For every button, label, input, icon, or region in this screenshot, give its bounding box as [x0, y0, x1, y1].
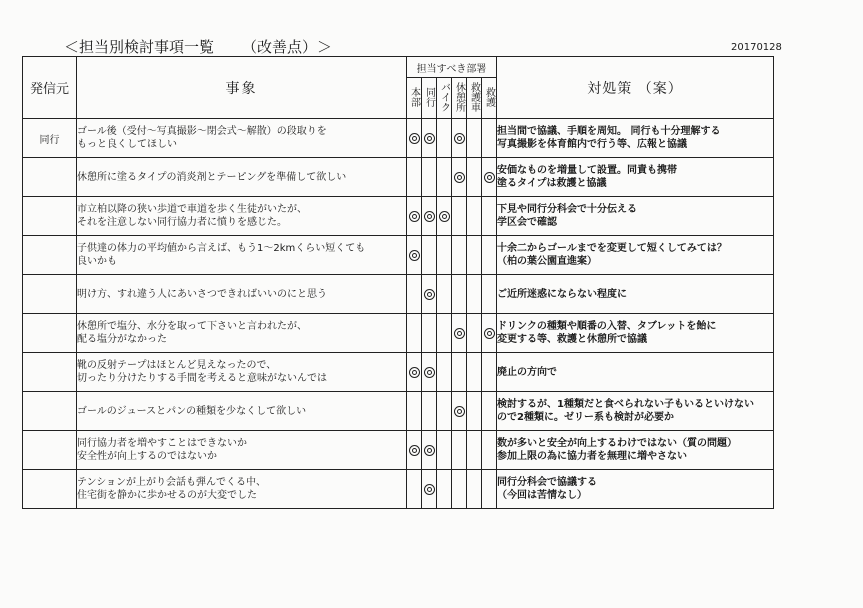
double-circle-icon [424, 289, 435, 300]
dept-mark-cell [452, 470, 467, 509]
event-line: 靴の反射テープはほとんど見えなったので、 [77, 360, 277, 371]
event-line: ゴール後（受付～写真撮影～閉会式～解散）の段取りを [77, 126, 327, 137]
double-circle-icon [409, 367, 420, 378]
dept-mark-cell [467, 275, 482, 314]
dept-mark-cell [452, 275, 467, 314]
event-cell [77, 236, 407, 275]
event-cell [77, 431, 407, 470]
dept-mark-cell [407, 236, 422, 275]
countermeasure-cell [497, 353, 774, 392]
countermeasure-line: 検討するが、1種類だと食べられない子もいるといけない [497, 399, 754, 410]
dept-mark-cell [467, 431, 482, 470]
issues-table [22, 56, 774, 509]
event-line: 市立柏以降の狭い歩道で車道を歩く生徒がいたが、 [77, 204, 307, 215]
page-title-sub: （改善点）＞ [242, 38, 333, 56]
countermeasure-line: 十余二からゴールまでを変更して短くしてみては？ [497, 243, 727, 254]
countermeasure-cell [497, 470, 774, 509]
dept-mark-cell [422, 353, 437, 392]
dept-mark-cell [482, 197, 497, 236]
countermeasure-line: 学区会で確認 [497, 217, 558, 228]
double-circle-icon [484, 172, 495, 183]
event-line: 配る塩分がなかった [77, 334, 167, 345]
dept-mark-cell [452, 158, 467, 197]
table-row [23, 353, 774, 392]
dept-mark-cell [407, 275, 422, 314]
sender-cell [23, 314, 77, 353]
event-cell [77, 470, 407, 509]
event-cell [77, 392, 407, 431]
countermeasure-cell [497, 158, 774, 197]
dept-mark-cell [467, 470, 482, 509]
dept-mark-cell [437, 314, 452, 353]
dept-mark-cell [422, 236, 437, 275]
event-line: 休憩所に塗るタイプの消炎剤とテーピングを準備して欲しい [77, 171, 347, 183]
dept-mark-cell [407, 119, 422, 158]
double-circle-icon [424, 367, 435, 378]
dept-mark-cell [482, 353, 497, 392]
dept-mark-cell [452, 197, 467, 236]
event-cell [77, 275, 407, 314]
dept-mark-cell [452, 353, 467, 392]
table-row [23, 470, 774, 509]
double-circle-icon [424, 445, 435, 456]
dept-mark-cell [452, 119, 467, 158]
sender-cell: 同行 [23, 119, 77, 158]
dept-mark-cell [467, 197, 482, 236]
header-responsible: 担当すべき部署 [407, 57, 497, 78]
countermeasure-line: 数が多いと安全が向上するわけではない（質の問題） [497, 438, 738, 449]
header-dept-aid: 救護 [482, 78, 497, 119]
double-circle-icon [424, 211, 435, 222]
dept-mark-cell [422, 314, 437, 353]
sender-cell [23, 431, 77, 470]
dept-mark-cell [467, 119, 482, 158]
double-circle-icon [424, 133, 435, 144]
countermeasure-line: （今回は苦情なし） [497, 490, 588, 501]
event-cell [77, 314, 407, 353]
dept-mark-cell [407, 392, 422, 431]
event-line: 同行協力者を増やすことはできないか [77, 438, 247, 449]
double-circle-icon [439, 211, 450, 222]
double-circle-icon [409, 445, 420, 456]
dept-mark-cell [407, 353, 422, 392]
countermeasure-line: （柏の葉公園直進案） [497, 256, 598, 267]
dept-mark-cell [437, 392, 452, 431]
dept-mark-cell [452, 314, 467, 353]
header-dept-honbu: 本部 [407, 78, 422, 119]
countermeasure-cell [497, 431, 774, 470]
countermeasure-line: ドリンクの種類や順番の入替、タブレットを飴に [497, 321, 717, 332]
double-circle-icon [409, 250, 420, 261]
dept-mark-cell [452, 236, 467, 275]
countermeasure-cell [497, 197, 774, 236]
dept-mark-cell [467, 236, 482, 275]
sender-cell [23, 275, 77, 314]
dept-mark-cell [482, 275, 497, 314]
countermeasure-line: 塗るタイプは救護と協議 [497, 178, 607, 189]
document-date: 20170128 [731, 42, 782, 53]
countermeasure-line: 参加上限の為に協力者を無理に増やさない [497, 451, 688, 462]
table-row [23, 119, 774, 158]
dept-mark-cell [482, 314, 497, 353]
countermeasure-line: ご近所迷惑にならない程度に [497, 288, 628, 300]
double-circle-icon [454, 172, 465, 183]
dept-mark-cell [407, 470, 422, 509]
dept-mark-cell [422, 392, 437, 431]
dept-mark-cell [467, 353, 482, 392]
dept-mark-cell [422, 275, 437, 314]
event-line: ゴールのジュースとパンの種類を少なくして欲しい [77, 405, 307, 417]
countermeasure-line: 安価なものを増量して設置。同責も携帯 [497, 165, 678, 176]
header-sender: 発信元 [23, 57, 77, 119]
event-line: 住宅街を静かに歩かせるのが大変でした [77, 490, 257, 501]
double-circle-icon [454, 406, 465, 417]
double-circle-icon [424, 484, 435, 495]
header-dept-bike: バイク [437, 78, 452, 119]
header-dept-rest-area: 休憩所 [452, 78, 467, 119]
countermeasure-line: 下見や同行分科会で十分伝える [497, 204, 638, 215]
sender-cell [23, 158, 77, 197]
dept-mark-cell [407, 431, 422, 470]
event-line: もっと良くしてほしい [77, 139, 177, 150]
countermeasure-cell [497, 392, 774, 431]
countermeasure-line: 担当間で協議、手順を周知。 同行も十分理解する [497, 126, 721, 137]
dept-mark-cell [467, 314, 482, 353]
event-cell [77, 197, 407, 236]
countermeasure-cell [497, 236, 774, 275]
event-line: 子供達の体力の平均値から言えば、もう1～2kmくらい短くても [77, 243, 366, 254]
event-cell [77, 158, 407, 197]
event-line: 休憩所で塩分、水分を取って下さいと言われたが、 [77, 321, 307, 332]
sender-cell [23, 392, 77, 431]
countermeasure-line: ので2種類に。ゼリー系も検討が必要か [497, 412, 674, 423]
dept-mark-cell [407, 197, 422, 236]
sender-cell [23, 236, 77, 275]
event-line: それを注意しない同行協力者に憤りを感じた。 [77, 217, 287, 228]
dept-mark-cell [437, 431, 452, 470]
table-row [23, 431, 774, 470]
table-row [23, 236, 774, 275]
dept-mark-cell [467, 158, 482, 197]
header-event: 事象 [77, 57, 407, 119]
issues-table-body [23, 119, 774, 509]
dept-mark-cell [452, 431, 467, 470]
sender-cell [23, 197, 77, 236]
countermeasure-line: 写真撮影を体育館内で行う等、広報と協議 [497, 139, 688, 150]
event-line: 明け方、すれ違う人にあいさつできればいいのにと思う [77, 288, 327, 300]
dept-mark-cell [452, 392, 467, 431]
double-circle-icon [454, 328, 465, 339]
double-circle-icon [409, 133, 420, 144]
table-row [23, 197, 774, 236]
double-circle-icon [454, 133, 465, 144]
event-line: 切ったり分けたりする手間を考えると意味がないんでは [77, 373, 327, 384]
event-cell [77, 119, 407, 158]
dept-mark-cell [407, 158, 422, 197]
dept-mark-cell [407, 314, 422, 353]
countermeasure-cell [497, 314, 774, 353]
dept-mark-cell [437, 353, 452, 392]
event-line: 良いかも [77, 256, 117, 267]
sender-cell [23, 353, 77, 392]
dept-mark-cell [482, 119, 497, 158]
dept-mark-cell [482, 431, 497, 470]
countermeasure-cell [497, 119, 774, 158]
dept-mark-cell [482, 470, 497, 509]
table-row [23, 275, 774, 314]
header-dept-doko: 同行 [422, 78, 437, 119]
countermeasure-cell [497, 275, 774, 314]
countermeasure-line: 廃止の方向で [497, 366, 558, 378]
dept-mark-cell [437, 197, 452, 236]
sender-cell [23, 470, 77, 509]
page-title-main: ＜担当別検討事項一覧 [64, 38, 215, 56]
dept-mark-cell [482, 236, 497, 275]
table-row [23, 392, 774, 431]
dept-mark-cell [437, 119, 452, 158]
table-row [23, 158, 774, 197]
dept-mark-cell [482, 392, 497, 431]
header-dept-aid-car: 救護車 [467, 78, 482, 119]
double-circle-icon [484, 328, 495, 339]
table-row [23, 314, 774, 353]
dept-mark-cell [422, 470, 437, 509]
dept-mark-cell [437, 470, 452, 509]
dept-mark-cell [467, 392, 482, 431]
dept-mark-cell [482, 158, 497, 197]
dept-mark-cell [422, 431, 437, 470]
countermeasure-line: 変更する等、救護と休憩所で協議 [497, 334, 648, 345]
event-line: 安全性が向上するのではないか [77, 451, 217, 462]
event-line: テンションが上がり会話も弾んでくる中、 [77, 477, 267, 488]
event-cell [77, 353, 407, 392]
dept-mark-cell [437, 236, 452, 275]
page-title [64, 36, 332, 57]
countermeasure-line: 同行分科会で協議する [497, 477, 598, 488]
header-countermeasure: 対処策 （案） [497, 57, 774, 119]
dept-mark-cell [437, 158, 452, 197]
dept-mark-cell [422, 197, 437, 236]
dept-mark-cell [422, 158, 437, 197]
dept-mark-cell [437, 275, 452, 314]
dept-mark-cell [422, 119, 437, 158]
double-circle-icon [409, 211, 420, 222]
